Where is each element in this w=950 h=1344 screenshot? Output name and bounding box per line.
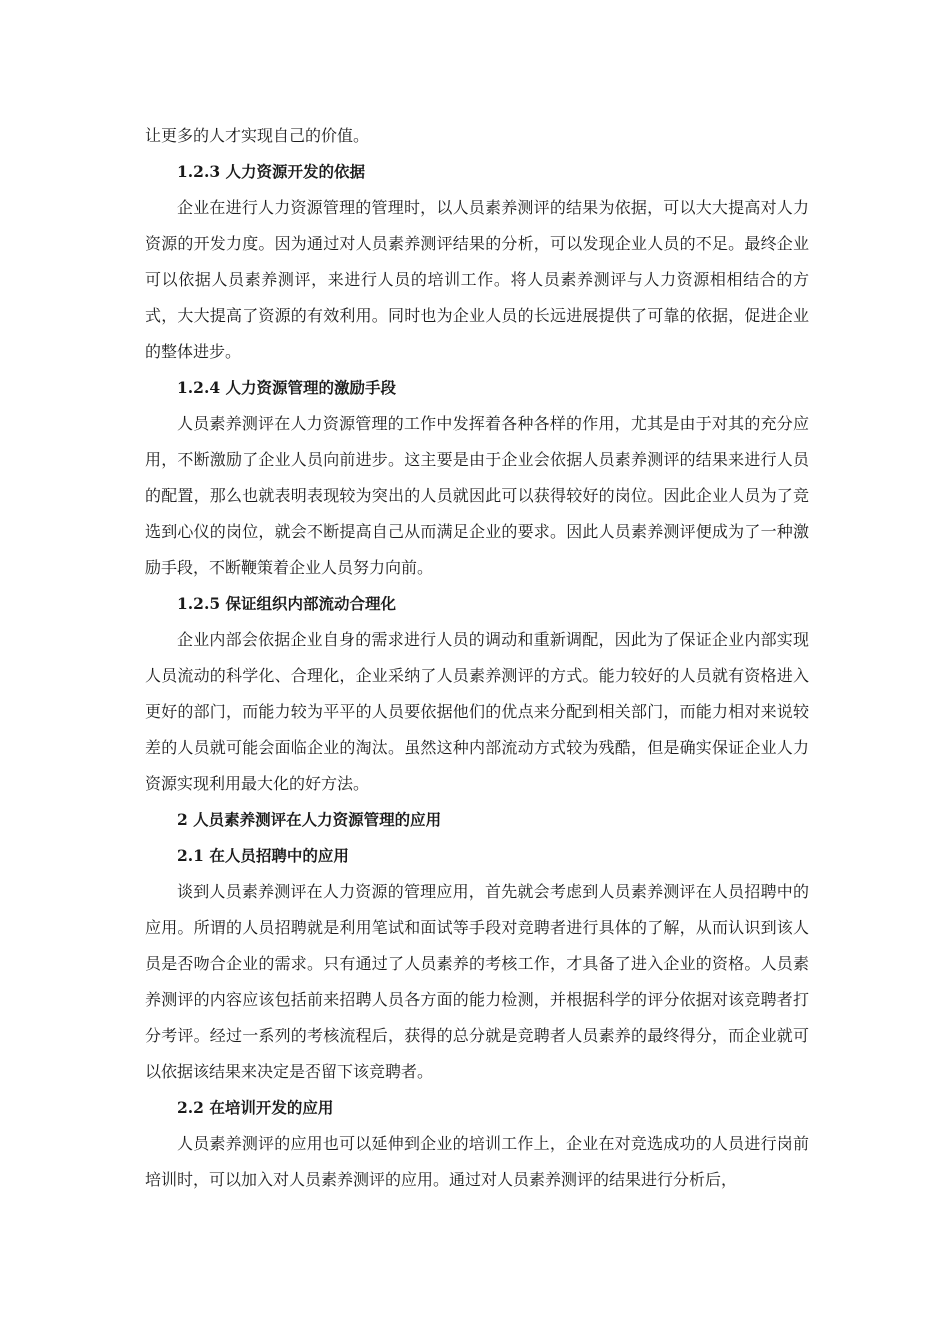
paragraph-development-basis: 企业在进行人力资源管理的管理时，以人员素养测评的结果为依据，可以大大提高对人力资源的开发力度。因为通过对人员素养测评结果的分析，可以发现企业人员的不足。最终企业可以依据人员素养测评，来进行人员的培训工作。将人员素养测评与人力资源相相结合的方式，大大提高了资源的有效利用。同时也为企业人员的长远进展提供了可靠的依据，促进企业的整体进步。 (145, 198, 809, 361)
document-body (145, 118, 809, 1198)
section-heading-2-1: 2.1 在人员招聘中的应用 (177, 846, 349, 865)
paragraph-internal-mobility: 企业内部会依据企业自身的需求进行人员的调动和重新调配，因此为了保证企业内部实现人员流动的科学化、合理化，企业采纳了人员素养测评的方式。能力较好的人员就有资格进入更好的部门，而能力较为平平的人员要依据他们的优点来分配到相关部门，而能力相对来说较差的人员就可能会面临企业的淘汰。虽然这种内部流动方式较为残酷，但是确实保证企业人力资源实现利用最大化的好方法。 (145, 630, 809, 793)
section-heading-2-2: 2.2 在培训开发的应用 (177, 1098, 334, 1117)
section-heading-1-2-3: 1.2.3 人力资源开发的依据 (177, 162, 366, 181)
section-heading-2: 2 人员素养测评在人力资源管理的应用 (177, 810, 442, 829)
paragraph-incentive-means: 人员素养测评在人力资源管理的工作中发挥着各种各样的作用，尤其是由于对其的充分应用，不断激励了企业人员向前进步。这主要是由于企业会依据人员素养测评的结果来进行人员的配置，那么也就表明表现较为突出的人员就因此可以获得较好的岗位。因此企业人员为了竞选到心仪的岗位，就会不断提高自己从而满足企业的要求。因此人员素养测评便成为了一种激励手段，不断鞭策着企业人员努力向前。 (145, 414, 809, 577)
paragraph-recruitment: 谈到人员素养测评在人力资源的管理应用，首先就会考虑到人员素养测评在人员招聘中的应用。所谓的人员招聘就是利用笔试和面试等手段对竞聘者进行具体的了解，从而认识到该人员是否吻合企业的需求。只有通过了人员素养的考核工作，才具备了进入企业的资格。人员素养测评的内容应该包括前来招聘人员各方面的能力检测，并根据科学的评分依据对该竞聘者打分考评。经过一系列的考核流程后，获得的总分就是竞聘者人员素养的最终得分，而企业就可以依据该结果来决定是否留下该竞聘者。 (145, 882, 809, 1081)
paragraph-continuation: 让更多的人才实现自己的价值。 (145, 126, 370, 145)
section-heading-1-2-5: 1.2.5 保证组织内部流动合理化 (177, 594, 397, 613)
section-heading-1-2-4: 1.2.4 人力资源管理的激励手段 (177, 378, 397, 397)
paragraph-training: 人员素养测评的应用也可以延伸到企业的培训工作上，企业在对竞选成功的人员进行岗前培训时，可以加入对人员素养测评的应用。通过对人员素养测评的结果进行分析后， (145, 1134, 809, 1189)
